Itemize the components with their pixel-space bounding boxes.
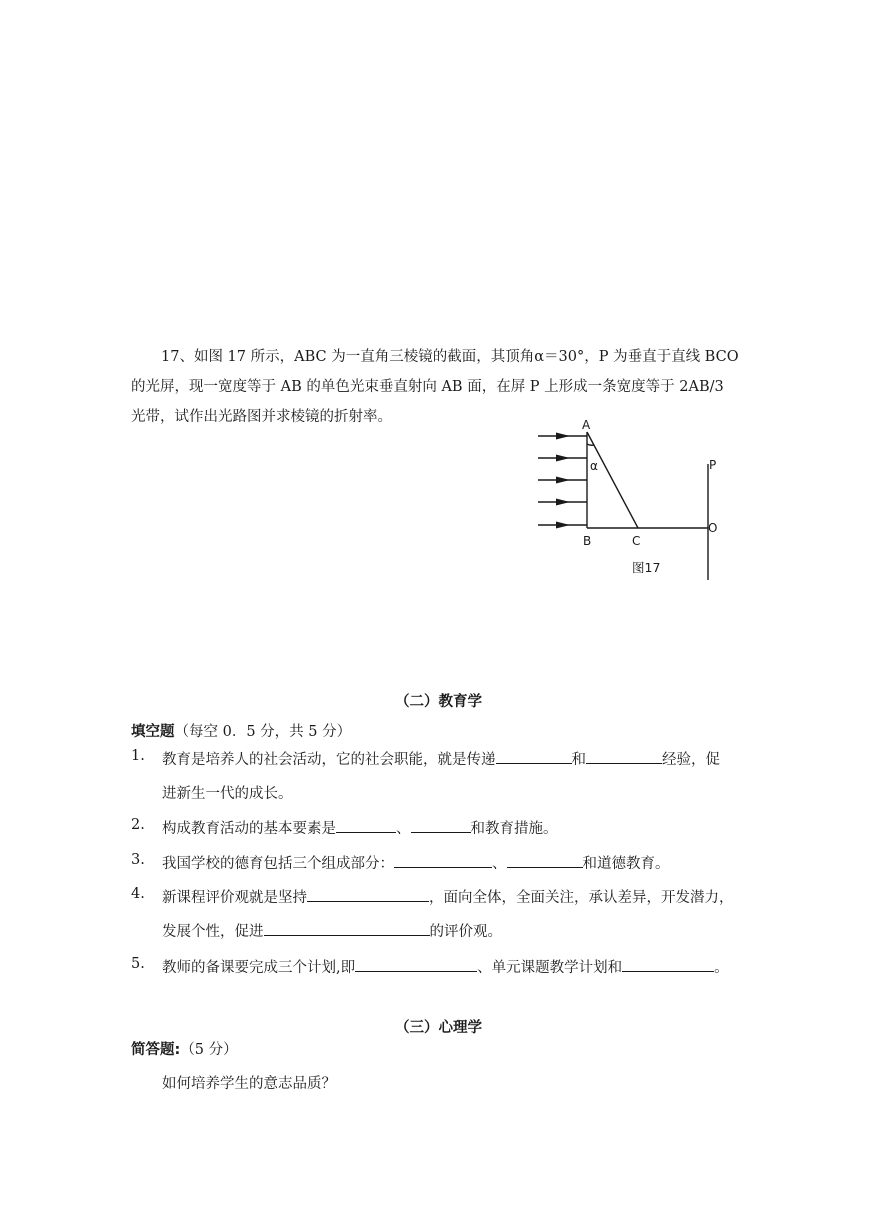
fill-blank[interactable]: [307, 887, 429, 902]
list-item-continuation: 进新生一代的成长。: [162, 786, 293, 802]
fill-heading: [131, 720, 351, 741]
figure-caption: 图17: [632, 560, 661, 575]
fill-blank[interactable]: [622, 957, 714, 972]
item-number: 4.: [131, 886, 145, 902]
list-item: 教师的备课要完成三个计划,即 、单元课题教学计划和 。: [162, 956, 729, 977]
item-number: 5.: [131, 956, 145, 972]
short-answer-heading: [131, 1038, 238, 1059]
label-o: O: [708, 521, 718, 535]
label-p: P: [709, 458, 717, 472]
fill-blank[interactable]: [586, 749, 662, 764]
list-item: 教育是培养人的社会活动，它的社会职能，就是传递 和 经验，促: [162, 748, 720, 769]
fill-blank[interactable]: [264, 921, 430, 936]
list-item: 构成教育活动的基本要素是 、 和教育措施。: [162, 817, 558, 838]
figure-17-diagram: [534, 412, 734, 587]
arrow-icon: [556, 499, 570, 506]
prism-side-ac: [587, 432, 638, 528]
fill-heading-score: （每空 0．5 分，共 5 分）: [174, 724, 352, 740]
item-number: 1.: [131, 748, 145, 764]
fill-blank[interactable]: [496, 749, 572, 764]
short-answer-label: 简答题:: [131, 1042, 181, 1058]
question-17-line-2: 的光屏，现一宽度等于 AB 的单色光束垂直射向 AB 面，在屏 P 上形成一条宽度等于 2AB/3: [131, 379, 724, 395]
label-alpha: α: [590, 459, 598, 473]
label-c: C: [632, 534, 641, 548]
short-answer-question: 如何培养学生的意志品质？: [162, 1076, 336, 1092]
question-17-line-3: 光带，试作出光路图并求棱镜的折射率。: [131, 409, 392, 425]
short-answer-score: （5 分）: [180, 1042, 238, 1058]
fill-heading-label: 填空题: [131, 724, 175, 740]
fill-blank[interactable]: [507, 853, 583, 868]
list-item-continuation: 发展个性，促进 的评价观。: [162, 920, 502, 941]
arrow-icon: [556, 522, 570, 529]
list-item: 新课程评价观就是坚持 ，面向全体，全面关注，承认差异，开发潜力，: [162, 886, 734, 907]
arrow-icon: [556, 433, 570, 440]
fill-blank[interactable]: [394, 853, 492, 868]
figure-17: [534, 412, 734, 591]
label-b: B: [583, 534, 592, 548]
fill-blank[interactable]: [336, 818, 396, 833]
list-item: 我国学校的德育包括三个组成部分： 、 和道德教育。: [162, 852, 670, 873]
section-title-psychology: （三）心理学: [395, 1020, 482, 1036]
fill-blank[interactable]: [411, 818, 471, 833]
fill-blank[interactable]: [355, 957, 477, 972]
question-17-line-1: 17、如图 17 所示，ABC 为一直角三棱镜的截面，其顶角α＝30°，P 为垂直于直线 BCO: [161, 349, 739, 365]
item-number: 2.: [131, 817, 145, 833]
arrow-icon: [556, 455, 570, 462]
label-a: A: [582, 418, 591, 432]
arrow-icon: [556, 477, 570, 484]
item-number: 3.: [131, 852, 145, 868]
section-title-education: （二）教育学: [395, 694, 482, 710]
